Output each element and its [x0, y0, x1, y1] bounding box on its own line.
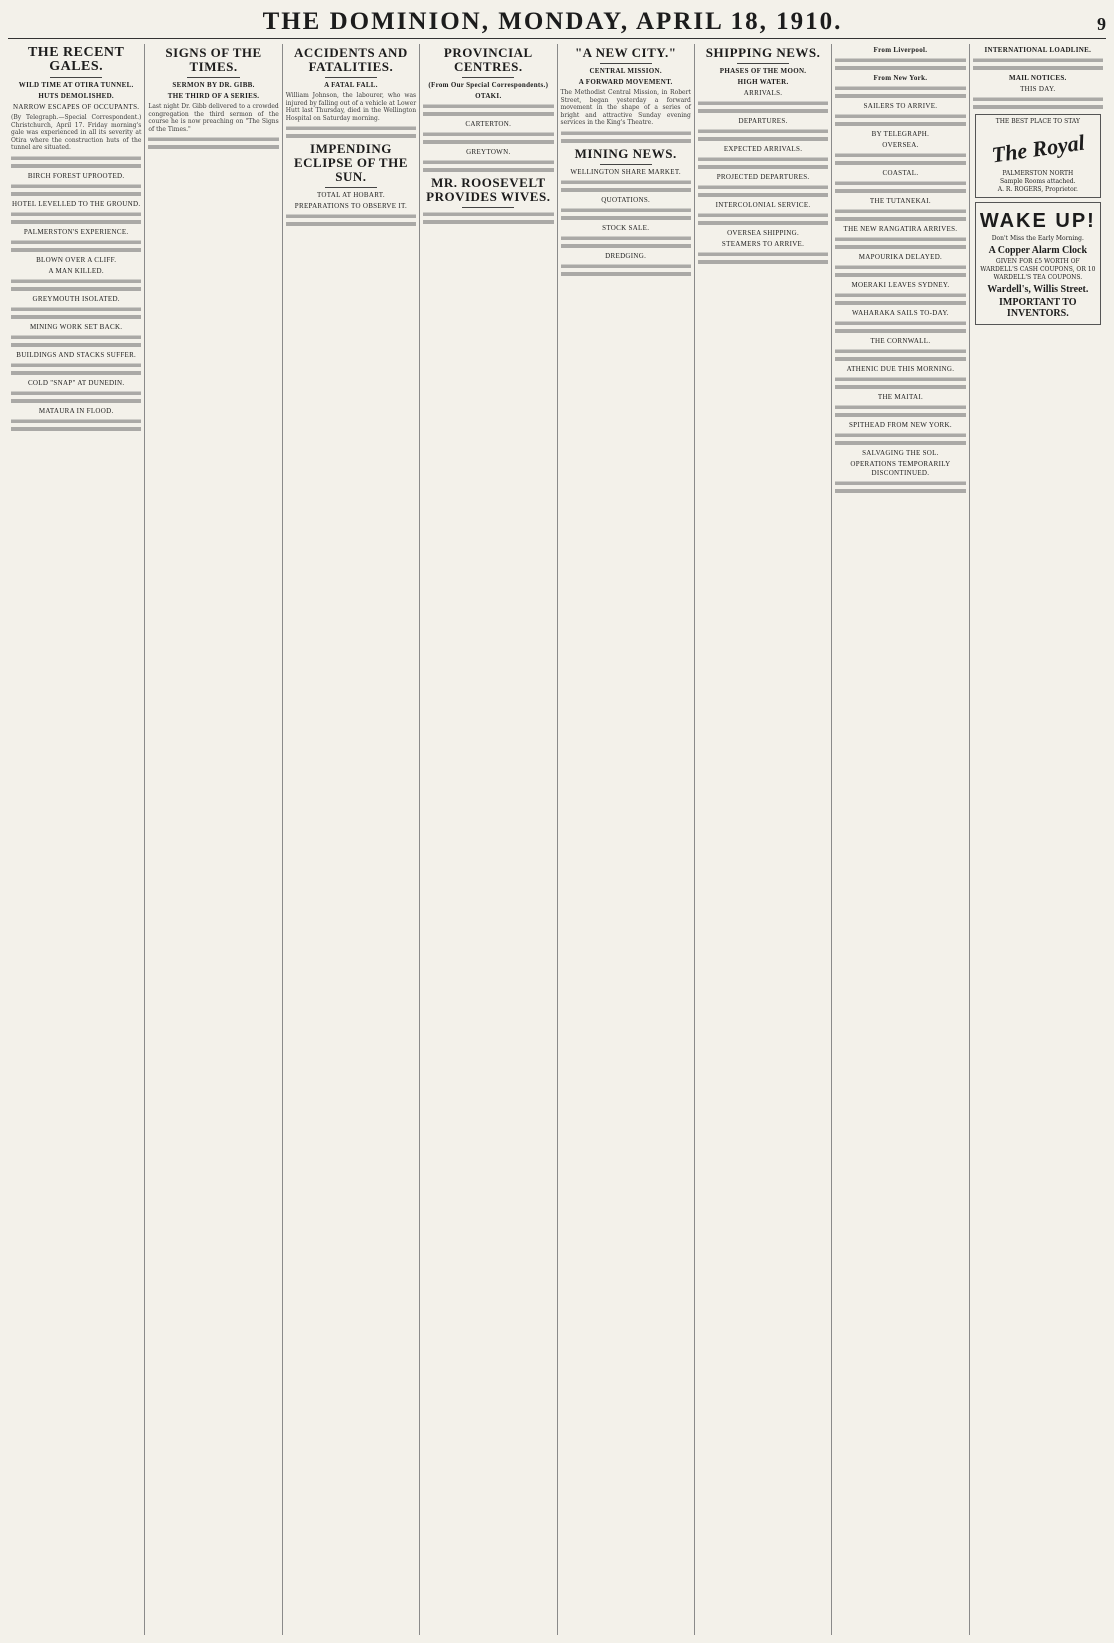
text-block: [561, 207, 691, 221]
article-text: William Johnson, the labourer, who was injured by falling out of a vehicle at Lower Hutt last Thursday, died in the Wellington Hospital on Saturday morning.: [285, 92, 417, 122]
section-subheading: BUILDINGS AND STACKS SUFFER.: [16, 350, 137, 359]
headline-rule: [50, 77, 102, 78]
article-headline: THE RECENT GALES.: [27, 45, 125, 74]
hotel-note: Sample Rooms attached.: [1000, 178, 1076, 185]
text-block: [973, 96, 1103, 110]
text-block: [835, 113, 965, 127]
section-subheading: HIGH WATER.: [737, 78, 789, 86]
tagline: THE BEST PLACE TO STAY: [995, 118, 1080, 125]
text-block: [698, 251, 828, 265]
section-subheading: BLOWN OVER A CLIFF.: [36, 255, 117, 264]
section-subheading: (From Our Special Correspondents.): [428, 81, 549, 89]
text-block: [286, 213, 416, 227]
article-headline: "A NEW CITY.": [574, 45, 677, 60]
section-subheading: GREYMOUTH ISOLATED.: [32, 294, 120, 303]
section-subheading: PROJECTED DEPARTURES.: [716, 173, 810, 181]
column-6: [695, 44, 832, 1635]
section-subheading: DEPARTURES.: [738, 117, 788, 125]
section-subheading: MOERAKI LEAVES SYDNEY.: [851, 281, 950, 289]
section-subheading: THE MAITAI.: [877, 393, 923, 401]
section-subheading: SALVAGING THE SOL.: [862, 449, 939, 457]
headline-rule: [462, 207, 514, 208]
masthead: [8, 4, 1106, 39]
text-block: [973, 57, 1103, 71]
hotel-proprietor: A. R. ROGERS, Proprietor.: [997, 186, 1078, 193]
text-block: [11, 362, 141, 376]
text-block: [835, 57, 965, 71]
text-block: [286, 125, 416, 139]
section-subheading: A FATAL FALL.: [324, 81, 378, 89]
section-subheading: THE NEW RANGATIRA ARRIVES.: [843, 225, 958, 233]
section-subheading: OPERATIONS TEMPORARILY DISCONTINUED.: [850, 460, 951, 477]
section-subheading: STOCK SALE.: [602, 223, 650, 232]
text-block: [698, 184, 828, 198]
article-headline: IMPENDING ECLIPSE OF THE SUN.: [293, 141, 408, 185]
text-block: [11, 278, 141, 292]
section-subheading: PREPARATIONS TO OBSERVE IT.: [294, 202, 408, 211]
text-block: [835, 85, 965, 99]
section-subheading: CENTRAL MISSION.: [589, 67, 662, 75]
article-headline: SIGNS OF THE TIMES.: [165, 45, 262, 74]
section-subheading: HOTEL LEVELLED TO THE GROUND.: [11, 199, 141, 208]
section-subheading: A MAN KILLED.: [48, 266, 104, 275]
section-subheading: ATHENIC DUE THIS MORNING.: [846, 365, 955, 373]
clock-subtitle: Don't Miss the Early Morning.: [991, 235, 1084, 242]
article-headline: MR. ROOSEVELT PROVIDES WIVES.: [426, 175, 551, 204]
section-subheading: QUOTATIONS.: [601, 195, 651, 204]
section-subheading: COLD "SNAP" AT DUNEDIN.: [27, 378, 125, 387]
article-text: Last night Dr. Gibb delivered to a crowded congregation the third sermon of the course he is now preaching on "The Signs of the Times.": [148, 103, 279, 133]
section-subheading: From Liverpool.: [873, 46, 928, 54]
column-5: [558, 44, 695, 1635]
column-7: [832, 44, 969, 1635]
column-area: [8, 44, 1106, 1635]
section-subheading: From New York.: [873, 74, 928, 82]
column-8: [970, 44, 1106, 1635]
text-block: [423, 103, 553, 117]
section-subheading: MATAURA IN FLOOD.: [38, 406, 114, 415]
section-subheading: HUTS DEMOLISHED.: [38, 92, 114, 100]
section-subheading: STEAMERS TO ARRIVE.: [721, 240, 805, 248]
text-block: [835, 208, 965, 222]
section-subheading: BIRCH FOREST UPROOTED.: [27, 171, 125, 180]
section-subheading: INTERCOLONIAL SERVICE.: [715, 201, 811, 209]
text-block: [11, 155, 141, 169]
text-block: [11, 306, 141, 320]
text-block: [835, 376, 965, 390]
headline-rule: [600, 63, 652, 64]
section-subheading: PHASES OF THE MOON.: [719, 67, 807, 75]
section-subheading: A FORWARD MOVEMENT.: [578, 78, 673, 86]
section-subheading: THIS DAY.: [1020, 85, 1056, 93]
text-block: [835, 480, 965, 494]
headline-rule: [462, 77, 514, 78]
clock-offer: GIVEN FOR £5 WORTH OF WARDELL'S CASH COUPONS, OR 10 WARDELL'S TEA COUPONS.: [980, 258, 1096, 281]
text-block: [561, 130, 691, 144]
text-block: [835, 264, 965, 278]
section-subheading: OVERSEA.: [882, 141, 919, 149]
page-number: 9: [1096, 14, 1106, 34]
article-headline: MINING NEWS.: [574, 145, 677, 161]
section-subheading: INTERNATIONAL LOADLINE.: [984, 46, 1092, 54]
section-subheading: GREYTOWN.: [466, 148, 511, 156]
hotel-advertisement: [975, 114, 1101, 198]
text-block: [835, 152, 965, 166]
article-text: (By Telegraph.—Special Correspondent.) Christchurch, April 17. Friday morning's gale was experienced in all its severity at Otira where the construction huts of the tunnel are situated.: [11, 114, 142, 152]
clock-title: WAKE UP!: [979, 210, 1096, 232]
section-subheading: COASTAL.: [882, 169, 919, 177]
text-block: [698, 100, 828, 114]
inventors-notice: IMPORTANT TO INVENTORS.: [999, 297, 1077, 319]
newspaper-page: [8, 4, 1106, 1635]
column-4: [420, 44, 557, 1635]
text-block: [11, 418, 141, 432]
section-subheading: SERMON BY DR. GIBB.: [172, 81, 255, 89]
text-block: [11, 211, 141, 225]
section-subheading: THE CORNWALL.: [870, 337, 931, 345]
text-block: [11, 334, 141, 348]
column-3: [283, 44, 420, 1635]
text-block: [11, 183, 141, 197]
text-block: [561, 235, 691, 249]
text-block: [148, 136, 278, 150]
section-subheading: MINING WORK SET BACK.: [29, 322, 123, 331]
section-subheading: DREDGING.: [605, 251, 647, 260]
section-subheading: CARTERTON.: [465, 120, 512, 128]
clock-shop: Wardell's, Willis Street.: [987, 284, 1089, 295]
section-subheading: BY TELEGRAPH.: [871, 130, 930, 138]
text-block: [835, 292, 965, 306]
article-headline: SHIPPING NEWS.: [705, 45, 821, 60]
section-subheading: WELLINGTON SHARE MARKET.: [570, 167, 681, 176]
section-subheading: SPITHEAD FROM NEW YORK.: [848, 421, 952, 429]
section-subheading: THE TUTANEKAI.: [869, 197, 931, 205]
text-block: [11, 390, 141, 404]
article-headline: ACCIDENTS AND FATALITIES.: [294, 45, 408, 74]
article-text: The Methodist Central Mission, in Robert Street, began yesterday a forward movement in the shape of a series of bright and attractive Sunday evening services in the King's Theatre.: [560, 89, 691, 127]
column-1: [8, 44, 145, 1635]
section-subheading: MAIL NOTICES.: [1009, 74, 1067, 82]
hotel-location: PALMERSTON NORTH: [1002, 170, 1074, 177]
text-block: [835, 348, 965, 362]
text-block: [835, 432, 965, 446]
section-subheading: OTAKI.: [475, 92, 502, 100]
masthead-title: THE DOMINION, MONDAY, APRIL 18, 1910.: [262, 8, 843, 35]
text-block: [423, 211, 553, 225]
article-headline: PROVINCIAL CENTRES.: [443, 45, 533, 74]
text-block: [698, 212, 828, 226]
section-subheading: MAPOURIKA DELAYED.: [858, 253, 943, 261]
text-block: [561, 179, 691, 193]
text-block: [835, 404, 965, 418]
clock-advertisement: [975, 202, 1101, 325]
section-subheading: SAILERS TO ARRIVE.: [863, 102, 938, 110]
text-block: [698, 128, 828, 142]
text-block: [11, 239, 141, 253]
section-subheading: WAHARAKA SAILS TO-DAY.: [852, 309, 949, 317]
text-block: [561, 263, 691, 277]
section-subheading: WILD TIME AT OTIRA TUNNEL.: [18, 81, 134, 89]
section-subheading: NARROW ESCAPES OF OCCUPANTS.: [13, 103, 140, 111]
section-subheading: THE THIRD OF A SERIES.: [167, 92, 260, 100]
section-subheading: OVERSEA SHIPPING.: [727, 229, 800, 237]
headline-rule: [600, 164, 652, 165]
headline-rule: [325, 77, 377, 78]
text-block: [835, 180, 965, 194]
section-subheading: PALMERSTON'S EXPERIENCE.: [23, 227, 129, 236]
text-block: [835, 320, 965, 334]
section-subheading: ARRIVALS.: [743, 89, 783, 97]
headline-rule: [187, 77, 239, 78]
clock-product: A Copper Alarm Clock: [988, 245, 1088, 256]
text-block: [698, 156, 828, 170]
section-subheading: EXPECTED ARRIVALS.: [723, 145, 803, 153]
section-subheading: TOTAL AT HOBART.: [316, 191, 385, 200]
headline-rule: [325, 187, 377, 188]
column-2: [145, 44, 282, 1635]
text-block: [835, 236, 965, 250]
headline-rule: [737, 63, 789, 64]
text-block: [423, 159, 553, 173]
text-block: [423, 131, 553, 145]
hotel-name: The Royal: [989, 129, 1086, 168]
